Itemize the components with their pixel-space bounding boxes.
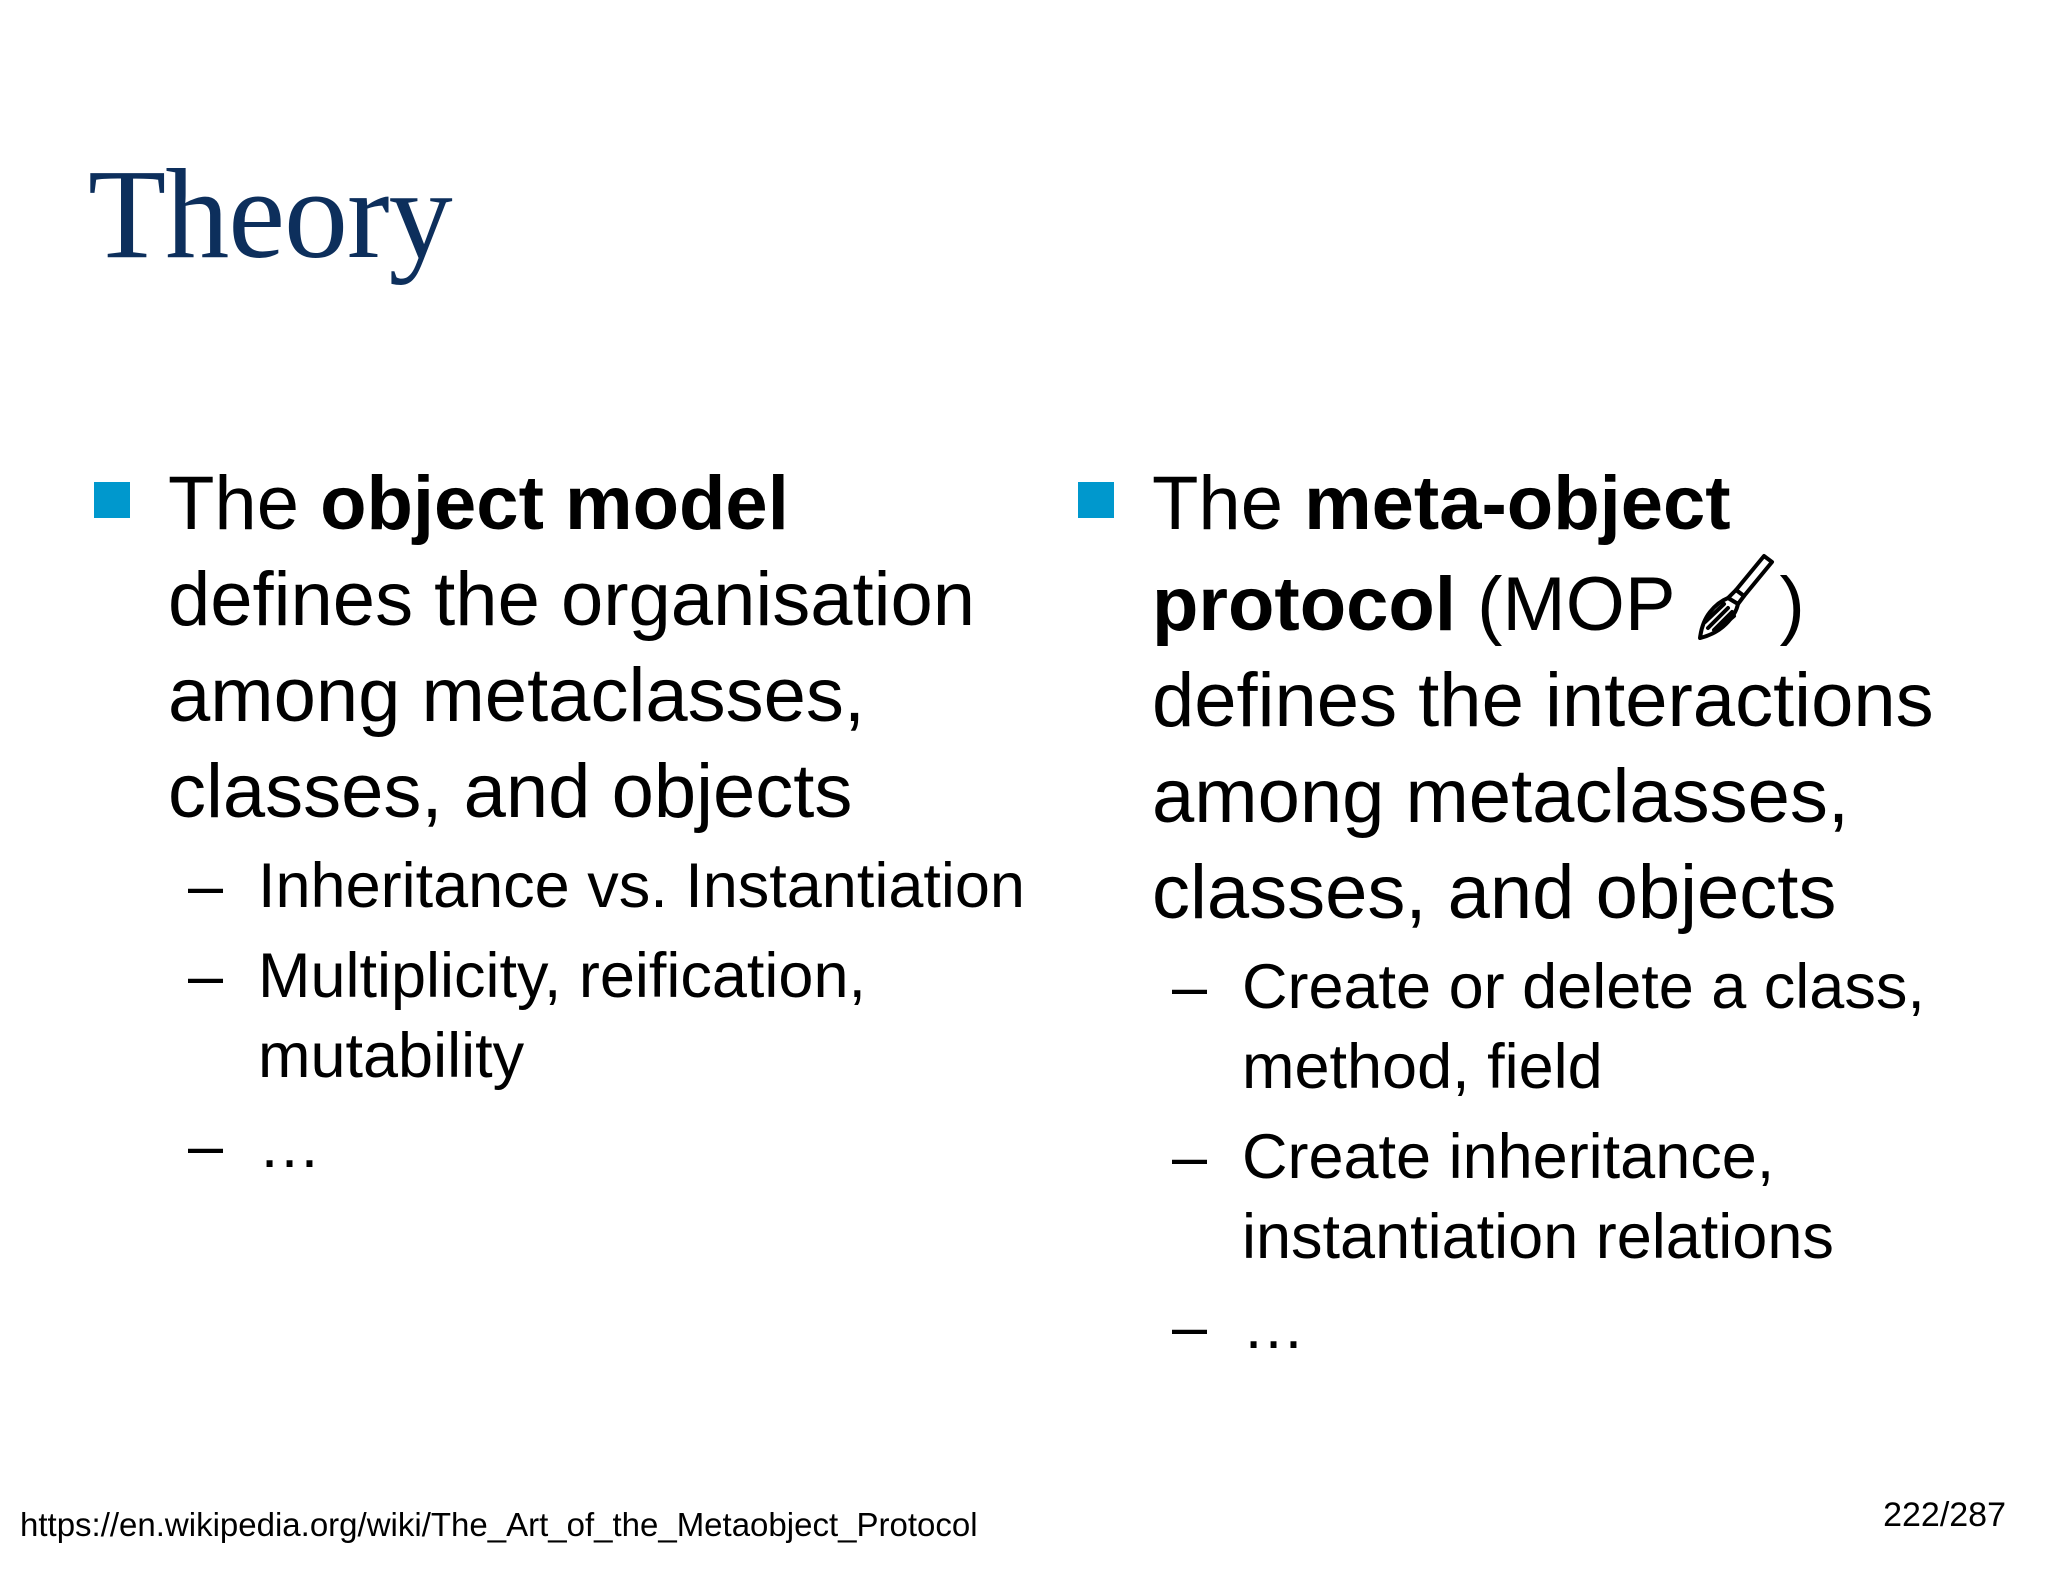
left-text-bold: object model: [320, 461, 789, 546]
dash-bullet: –: [1172, 1292, 1208, 1362]
list-item: [168, 1106, 1054, 1186]
right-bullet-text: [1152, 456, 2038, 941]
right-column: [1078, 456, 2038, 1377]
list-item-text: Inheritance vs. Instantiation: [258, 851, 1025, 921]
left-text-prefix: The: [168, 461, 321, 546]
left-bullet-text: [168, 456, 1054, 840]
paintbrush-icon: [1692, 552, 1776, 644]
left-sub-list: [168, 846, 1054, 1186]
square-bullet-icon: [94, 482, 130, 518]
right-text-rest: defines the interactions among metaclasses, classes, and objects: [1152, 658, 1934, 935]
right-sub-list: [1152, 947, 2038, 1367]
page-number: 222/287: [1883, 1496, 2006, 1534]
right-text-paren-close: ): [1779, 562, 1805, 647]
dash-bullet: –: [1172, 952, 1208, 1022]
list-item-text: Create or delete a class, method, field: [1242, 952, 1925, 1102]
dash-bullet: –: [188, 1111, 224, 1181]
list-item: [168, 846, 1054, 926]
list-item-text: …: [1242, 1292, 1305, 1362]
footer-url: https://en.wikipedia.org/wiki/The_Art_of_the_Metaobject_Protocol: [20, 1506, 978, 1543]
list-item: [1152, 947, 2038, 1107]
left-text-rest: defines the organisation among metaclasses, classes, and objects: [168, 557, 976, 834]
list-item: [1152, 1287, 2038, 1367]
list-item-text: Create inheritance, instantiation relations: [1242, 1122, 1834, 1272]
list-item-text: …: [258, 1111, 321, 1181]
dash-bullet: –: [188, 851, 224, 921]
right-text-paren-open: (MOP: [1455, 562, 1676, 647]
right-text-bold: meta-object protocol: [1152, 461, 1731, 647]
list-item: [1152, 1117, 2038, 1277]
slide-title: Theory: [88, 143, 452, 285]
right-bullet: [1078, 456, 2038, 1367]
list-item-text: Multiplicity, reification, mutability: [258, 941, 867, 1091]
left-bullet: [94, 456, 1054, 1186]
left-column: [94, 456, 1054, 1196]
list-item: [168, 936, 1054, 1096]
dash-bullet: –: [1172, 1122, 1208, 1192]
square-bullet-icon: [1078, 482, 1114, 518]
dash-bullet: –: [188, 941, 224, 1011]
right-text-prefix: The: [1152, 461, 1305, 546]
